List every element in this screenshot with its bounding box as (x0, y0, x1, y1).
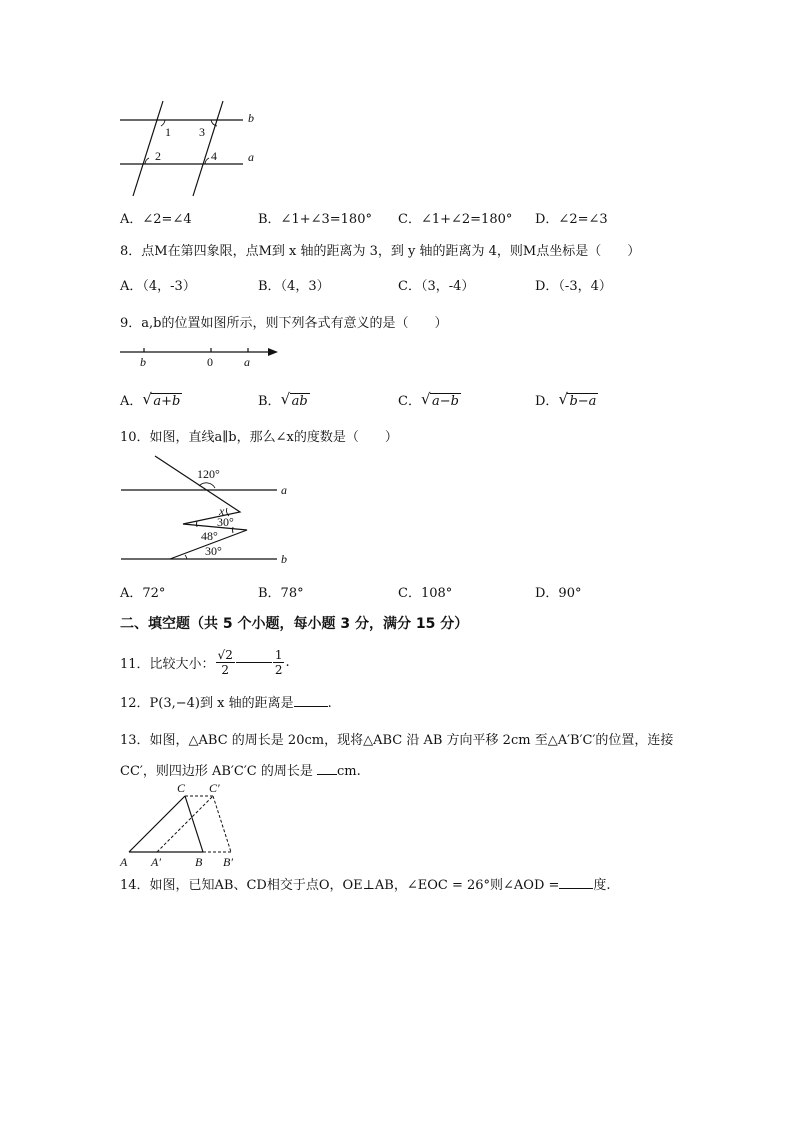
q13-label-B2: B′ (223, 855, 233, 869)
q7-label-angle2: 2 (155, 149, 161, 163)
q9-option-b-radicand: ab (291, 394, 308, 409)
q13-triangle-translation-figure (115, 780, 245, 870)
q11-fraction-1 (216, 648, 235, 677)
q13-line1: 13．如图，△ABC 的周长是 20cm，现将△ABC 沿 AB 方向平移 2cm 至△A′B′C′的位置，连接 (120, 733, 674, 748)
q8-option-c: C．（3，-4） (398, 279, 475, 294)
q7-label-angle1: 1 (165, 125, 171, 139)
q11-frac2-den: 2 (274, 663, 283, 677)
q10-label-30a: 30° (217, 515, 234, 529)
q10-label-line-b: b (281, 552, 287, 566)
q13-label-C: C (177, 781, 186, 795)
q11-blank[interactable] (236, 662, 272, 663)
q13-line2-unit: cm. (336, 764, 361, 779)
q14-suffix: 度. (593, 878, 611, 893)
q13-blank[interactable] (317, 774, 337, 775)
q12-line (120, 692, 332, 711)
q7-option-a: A．∠2=∠4 (120, 212, 192, 227)
q10-zigzag-figure (115, 452, 300, 567)
q11-frac1-den: 2 (221, 663, 229, 677)
q9-stem: 9．a,b的位置如图所示，则下列各式有意义的是（ ） (120, 316, 448, 331)
q9-option-d (535, 390, 598, 409)
q10-option-b: B．78° (258, 586, 304, 601)
q14-line (120, 874, 611, 893)
q12-suffix: . (327, 696, 332, 711)
q7-option-b: B．∠1+∠3=180° (258, 212, 372, 227)
q9-option-a-radicand: a+b (153, 394, 181, 409)
q8-option-a: A．（4，-3） (120, 279, 196, 294)
q9-option-a-letter: A． (120, 394, 143, 409)
q9-option-b-letter: B． (258, 394, 281, 409)
q12-blank[interactable] (294, 706, 328, 707)
q9-option-d-radicand: b−a (569, 394, 597, 409)
q10-option-c: C．108° (398, 586, 453, 601)
q12-text: 12．P(3,−4)到 x 轴的距离是 (120, 696, 294, 711)
q9-option-b-sqrt: √ ab (280, 390, 308, 409)
q13-label-B: B (195, 855, 203, 869)
q14-text: 14．如图，已知AB、CD相交于点O，OE⊥AB，∠EOC = 26°则∠AOD = (120, 878, 560, 893)
q10-label-120: 120° (197, 467, 220, 481)
q9-option-d-letter: D． (535, 394, 559, 409)
q9-option-a-sqrt: √ a+b (142, 390, 181, 409)
q9-label-a: a (244, 355, 250, 369)
q7-option-d: D．∠2=∠3 (535, 212, 608, 227)
q9-option-c-sqrt: √ a−b (420, 390, 459, 409)
q8-stem: 8．点M在第四象限，点M到 x 轴的距离为 3，到 y 轴的距离为 4，则M点坐标是（ ） (120, 244, 641, 259)
q8-option-b: B．（4，3） (258, 279, 330, 294)
q10-label-x: x (219, 504, 225, 518)
q11-frac2-num: 1 (274, 648, 283, 662)
q11-frac1-num: √2 (217, 648, 233, 662)
q7-option-c: C．∠1+∠2=180° (398, 212, 513, 227)
q9-label-zero: 0 (207, 355, 213, 369)
q13-label-C2: C′ (209, 781, 220, 795)
q11-line (120, 648, 290, 677)
q9-option-c-letter: C． (398, 394, 421, 409)
q10-option-d: D．90° (535, 586, 582, 601)
q13-label-A2: A′ (151, 855, 161, 869)
q14-blank[interactable] (559, 888, 593, 889)
q9-option-a (120, 390, 182, 409)
q9-option-c (398, 390, 461, 409)
q7-label-line-a: a (248, 150, 254, 164)
q9-label-b: b (140, 355, 146, 369)
q7-label-angle4: 4 (211, 149, 217, 163)
q7-parallel-lines-figure (115, 98, 265, 198)
q10-label-48: 48° (201, 529, 218, 543)
q7-label-line-b: b (248, 111, 254, 125)
q13-label-A: A (120, 855, 128, 869)
q9-option-c-radicand: a−b (431, 394, 459, 409)
q13-line2 (120, 760, 361, 779)
q10-stem: 10．如图，直线a∥b，那么∠x的度数是（ ） (120, 430, 398, 445)
q9-option-b (258, 390, 310, 409)
q13-line2-text: CC′，则四边形 AB′C′C 的周长是 (120, 764, 317, 779)
q8-option-d: D．（-3，4） (535, 279, 612, 294)
q10-label-30b: 30° (205, 544, 222, 558)
q7-label-angle3: 3 (199, 125, 205, 139)
q9-number-line-figure (118, 342, 280, 372)
q11-fraction-2 (273, 648, 285, 677)
q9-option-d-sqrt: √ b−a (558, 390, 597, 409)
q11-prefix: 11．比较大小： (120, 657, 215, 672)
section2-heading: 二、填空题（共 5 个小题，每小题 3 分，满分 15 分） (120, 616, 469, 632)
q10-label-line-a: a (281, 483, 287, 497)
q10-option-a: A．72° (120, 586, 166, 601)
q11-suffix: . (285, 655, 290, 670)
